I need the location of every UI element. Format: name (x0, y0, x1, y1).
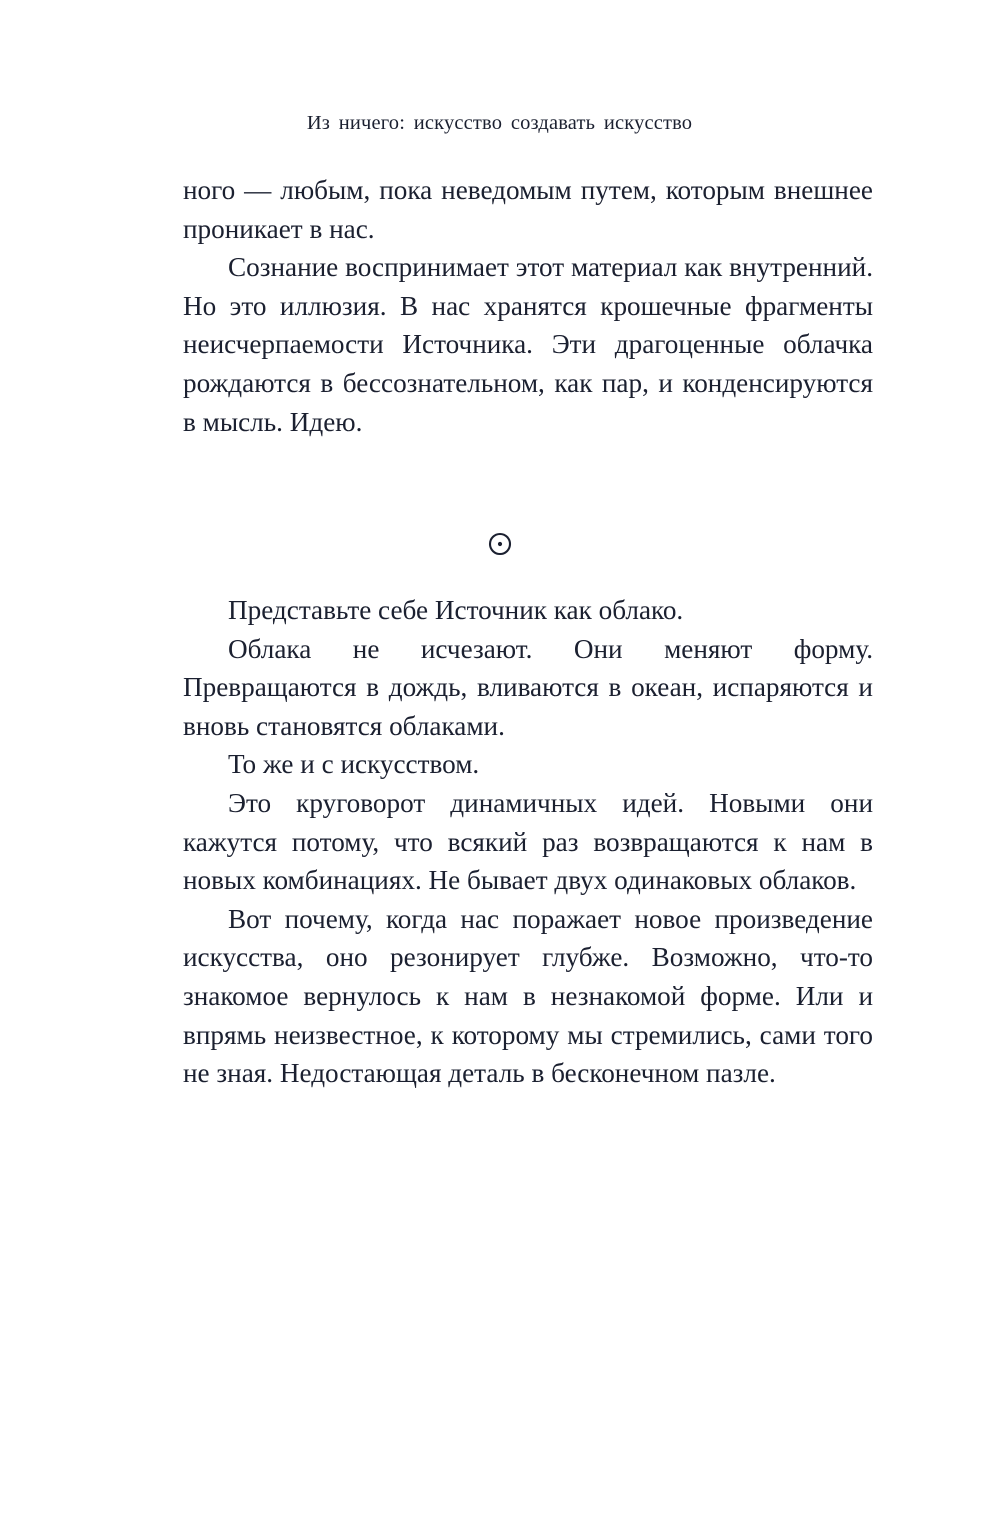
paragraph: Сознание воспринимает этот материал как внутренний. Но это иллюзия. В нас хранятся крошечные фрагменты неисчерпаемости Источника. Эти драгоценные облачка рождаются в бессознательном, как пар, и конденсируются в мысль. Идею. (183, 252, 873, 437)
running-header: Из ничего: искусство создавать искусство (306, 112, 693, 134)
paragraph: ного — любым, пока неведомым путем, которым внешнее проникает в нас. (183, 175, 873, 244)
paragraph: Вот почему, когда нас поражает новое произведение искусства, оно резонирует глубже. Возможно, что-то знакомое вернулось к нам в незнакомой форме. Или и впрямь неизвестное, к которому мы стремились, сами того не зная. Недостающая деталь в бесконечном пазле. (183, 903, 873, 1089)
text-block-one (183, 171, 873, 441)
paragraph: То же и с искусством. (228, 749, 480, 780)
paragraph: Это круговорот динамичных идей. Новыми они кажутся потому, что всякий раз возвращаются к нам в новых комбинациях. Не бывает двух одинаковых облаков. (183, 787, 873, 896)
section-break (0, 527, 999, 561)
text-block-two (183, 591, 873, 1093)
paragraph: Облака не исчезают. Они меняют форму. Превращаются в дождь, вливаются в океан, испаряются и вновь становятся облаками. (183, 633, 873, 741)
paragraph: Представьте себе Источник как облако. (228, 595, 684, 625)
circle-dot-ornament-icon (487, 531, 513, 557)
